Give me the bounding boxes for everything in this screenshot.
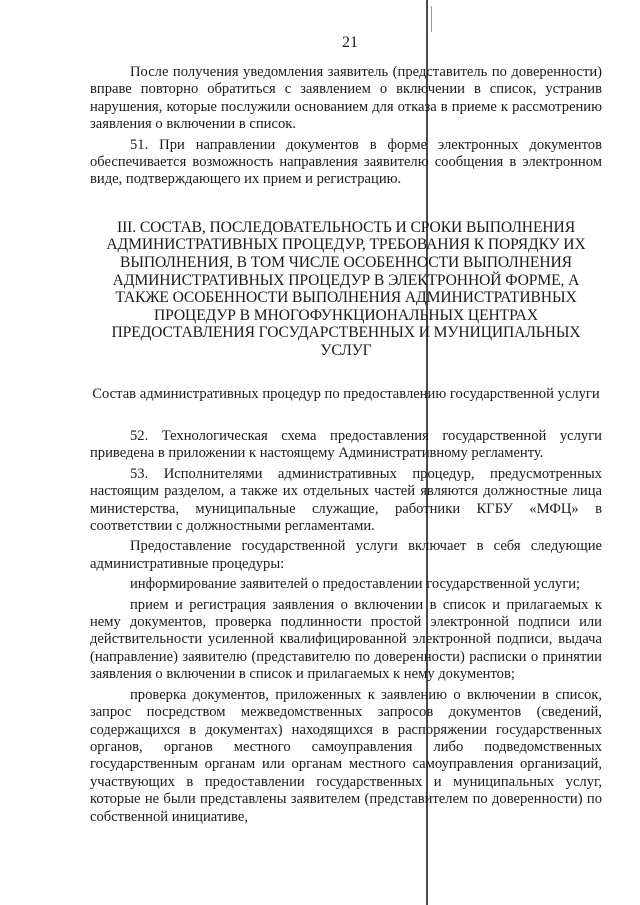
paragraph-reception: прием и регистрация заявления о включении в список и прилагаемых к нему документов, проверка подлинности простой электронной подписи или действительности усиленной квалифицированной электронной подписи, выдача (направление) заявителю (представителю по доверенности) расписки о принятии заявления о включении в список и прилагаемых к нему документов; — [90, 596, 602, 683]
paragraph-51: 51. При направлении документов в форме электронных документов обеспечивается возможность направления заявителю сообщения в электронном виде, подтверждающего их прием и регистрацию. — [90, 136, 602, 188]
section-heading: III. СОСТАВ, ПОСЛЕДОВАТЕЛЬНОСТЬ И СРОКИ ВЫПОЛНЕНИЯ АДМИНИСТРАТИВНЫХ ПРОЦЕДУР, ТРЕБОВАНИЯ К ПОРЯДКУ ИХ ВЫПОЛНЕНИЯ, В ТОМ ЧИСЛЕ ОСОБЕННОСТИ ВЫПОЛНЕНИЯ АДМИНИСТРАТИВНЫХ ПРОЦЕДУР В ЭЛЕКТРОННОЙ ФОРМЕ, А ТАКЖЕ ОСОБЕННОСТИ ВЫПОЛНЕНИЯ АДМИНИСТРАТИВНЫХ ПРОЦЕДУР В МНОГОФУНКЦИОНАЛЬНЫХ ЦЕНТРАХ ПРЕДОСТАВЛЕНИЯ ГОСУДАРСТВЕННЫХ И МУНИЦИПАЛЬНЫХ УСЛУГ — [106, 218, 586, 359]
paragraph-procedures-intro: Предоставление государственной услуги включает в себя следующие административные процедуры: — [90, 538, 602, 572]
paragraph-52: 52. Технологическая схема предоставления государственной услуги приведена в приложении к настоящему Административному регламенту. — [90, 428, 602, 462]
document-body — [90, 64, 602, 826]
paragraph-repeat-application: После получения уведомления заявитель (представитель по доверенности) вправе повторно обратиться с заявлением о включении в список, устранив нарушения, которые послужили основанием для отказа в приеме к рассмотрению заявления о включении в список. — [90, 64, 602, 133]
sub-heading: Состав административных процедур по предоставлению государственной услуги — [92, 385, 600, 402]
paragraph-verification: проверка документов, приложенных к заявлению о включении в список, запрос посредством межведомственных запросов документов (сведений, содержащихся в документах) находящихся в распоряжении государственных органов, органов местного самоуправления либо подведомственных государственным органам или органам местного самоуправления организаций, участвующих в предоставлении государственных и муниципальных услуг, которые не были представлены заявителем (представителем по доверенности) по собственной инициативе, — [90, 686, 602, 825]
paragraph-informing: информирование заявителей о предоставлении государственной услуги; — [130, 576, 581, 593]
scan-artifact-mark — [431, 6, 432, 32]
paragraph-53: 53. Исполнителями административных процедур, предусмотренных настоящим разделом, а также их отдельных частей являются должностные лица министерства, муниципальные служащие, работники КГБУ «МФЦ» в соответствии с должностными регламентами. — [90, 465, 602, 535]
page-number: 21 — [342, 34, 358, 51]
